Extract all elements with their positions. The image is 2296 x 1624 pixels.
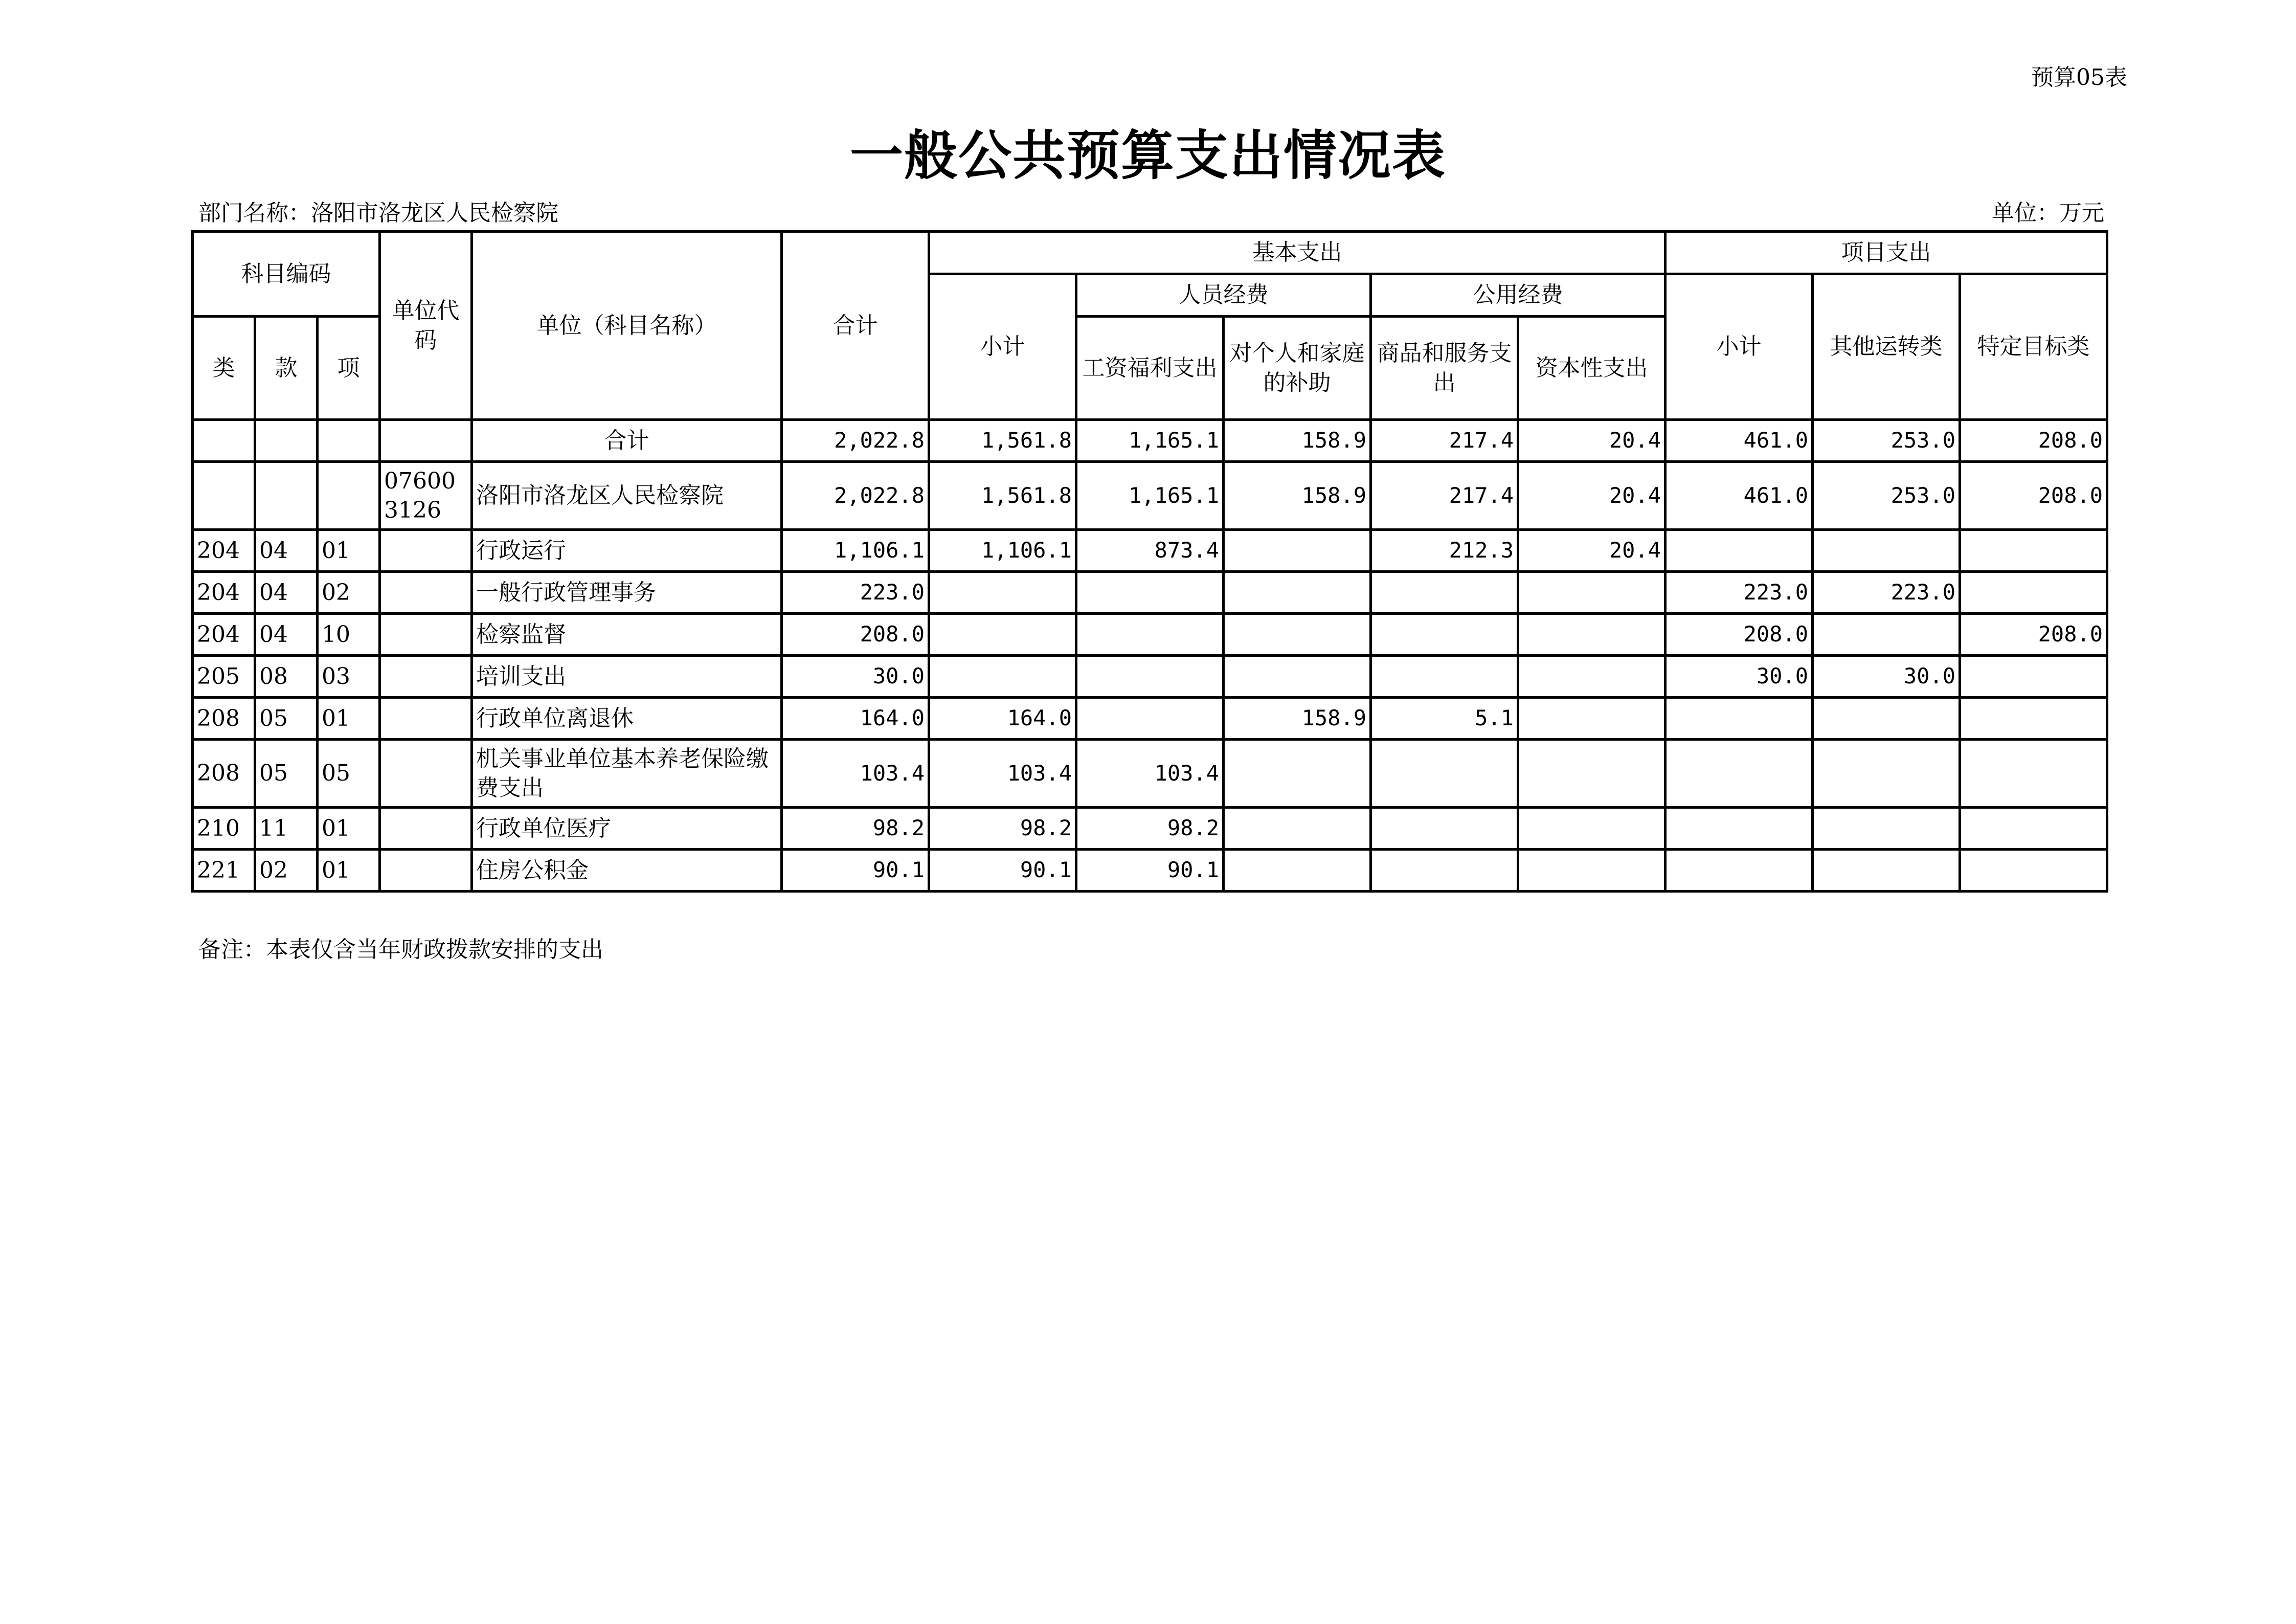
basic-subtotal-cell: 164.0 [929, 698, 1076, 740]
table-row [193, 808, 2107, 850]
total-header: 合计 [782, 232, 929, 420]
project-subtotal-cell: 461.0 [1665, 462, 1813, 530]
table-row [193, 698, 2107, 740]
kuan-cell: 05 [255, 698, 318, 740]
page-title: 一般公共预算支出情况表 [849, 124, 1446, 187]
kuan-cell [255, 462, 318, 530]
table-row [193, 656, 2107, 698]
salary-cell: 90.1 [1076, 850, 1224, 892]
goods-services-cell [1371, 740, 1518, 808]
specific-target-cell: 208.0 [1960, 614, 2107, 656]
budget-table [191, 230, 2108, 893]
basic-subtotal-cell: 90.1 [929, 850, 1076, 892]
xiang-cell: 03 [318, 656, 380, 698]
table-row [193, 462, 2107, 530]
salary-cell: 873.4 [1076, 530, 1224, 572]
public-expense-header: 公用经费 [1371, 274, 1665, 317]
project-subtotal-cell: 223.0 [1665, 572, 1813, 614]
total-cell: 223.0 [782, 572, 929, 614]
xiang-cell [318, 462, 380, 530]
basic-subtotal-cell [929, 572, 1076, 614]
basic-subtotal-cell: 1,106.1 [929, 530, 1076, 572]
table-row [193, 740, 2107, 808]
unit-name-cell: 住房公积金 [472, 850, 782, 892]
specific-target-cell: 208.0 [1960, 420, 2107, 462]
project-subtotal-cell [1665, 530, 1813, 572]
individual-subsidy-cell [1224, 614, 1371, 656]
capital-expense-header: 资本性支出 [1518, 317, 1665, 420]
individual-subsidy-cell: 158.9 [1224, 698, 1371, 740]
table-row [193, 614, 2107, 656]
individual-subsidy-cell: 158.9 [1224, 462, 1371, 530]
capital-expense-cell [1518, 656, 1665, 698]
project-subtotal-cell: 208.0 [1665, 614, 1813, 656]
goods-services-cell [1371, 808, 1518, 850]
unit-code-cell [380, 850, 472, 892]
kuan-cell: 04 [255, 530, 318, 572]
lei-cell: 205 [193, 656, 255, 698]
unit-name-cell: 培训支出 [472, 656, 782, 698]
capital-expense-cell: 20.4 [1518, 462, 1665, 530]
basic-subtotal-cell: 1,561.8 [929, 462, 1076, 530]
lei-cell: 210 [193, 808, 255, 850]
lei-header: 类 [193, 317, 255, 420]
unit-code-cell: 076003126 [380, 462, 472, 530]
department-name: 部门名称：洛阳市洛龙区人民检察院 [198, 200, 558, 226]
table-note: 备注：本表仅含当年财政拨款安排的支出 [198, 937, 603, 963]
kuan-cell: 05 [255, 740, 318, 808]
unit-name-cell: 一般行政管理事务 [472, 572, 782, 614]
lei-cell: 204 [193, 572, 255, 614]
project-subtotal-cell: 30.0 [1665, 656, 1813, 698]
other-transfer-cell: 253.0 [1813, 462, 1960, 530]
specific-target-cell [1960, 850, 2107, 892]
unit-code-cell [380, 808, 472, 850]
capital-expense-cell [1518, 698, 1665, 740]
total-cell: 2,022.8 [782, 420, 929, 462]
salary-cell [1076, 656, 1224, 698]
lei-cell [193, 462, 255, 530]
unit-name-cell: 合计 [472, 420, 782, 462]
goods-services-cell [1371, 614, 1518, 656]
project-subtotal-cell [1665, 740, 1813, 808]
capital-expense-cell: 20.4 [1518, 420, 1665, 462]
xiang-cell: 05 [318, 740, 380, 808]
project-subtotal-cell [1665, 808, 1813, 850]
table-row [193, 420, 2107, 462]
lei-cell: 221 [193, 850, 255, 892]
lei-cell: 208 [193, 740, 255, 808]
xiang-cell: 10 [318, 614, 380, 656]
lei-cell: 208 [193, 698, 255, 740]
capital-expense-cell [1518, 614, 1665, 656]
salary-cell: 103.4 [1076, 740, 1224, 808]
table-row [193, 572, 2107, 614]
goods-services-cell [1371, 656, 1518, 698]
unit-code-cell [380, 656, 472, 698]
unit-name-header: 单位（科目名称） [472, 232, 782, 420]
specific-target-cell [1960, 740, 2107, 808]
unit-code-cell [380, 420, 472, 462]
individual-subsidy-cell [1224, 740, 1371, 808]
individual-subsidy-cell [1224, 808, 1371, 850]
basic-subtotal-cell: 103.4 [929, 740, 1076, 808]
specific-target-header: 特定目标类 [1960, 274, 2107, 420]
project-subtotal-cell [1665, 850, 1813, 892]
unit-code-cell [380, 530, 472, 572]
salary-header: 工资福利支出 [1076, 317, 1224, 420]
other-transfer-cell [1813, 698, 1960, 740]
capital-expense-cell [1518, 808, 1665, 850]
other-transfer-cell [1813, 530, 1960, 572]
individual-subsidy-header: 对个人和家庭的补助 [1224, 317, 1371, 420]
specific-target-cell [1960, 530, 2107, 572]
unit-name-cell: 洛阳市洛龙区人民检察院 [472, 462, 782, 530]
xiang-cell: 01 [318, 530, 380, 572]
form-number: 预算05表 [2031, 64, 2127, 91]
salary-cell: 98.2 [1076, 808, 1224, 850]
unit-code-cell [380, 572, 472, 614]
individual-subsidy-cell [1224, 850, 1371, 892]
project-subtotal-cell: 461.0 [1665, 420, 1813, 462]
capital-expense-cell: 20.4 [1518, 530, 1665, 572]
salary-cell [1076, 698, 1224, 740]
individual-subsidy-cell: 158.9 [1224, 420, 1371, 462]
kuan-cell: 02 [255, 850, 318, 892]
personnel-expense-header: 人员经费 [1076, 274, 1371, 317]
kuan-cell: 04 [255, 614, 318, 656]
total-cell: 208.0 [782, 614, 929, 656]
salary-cell: 1,165.1 [1076, 462, 1224, 530]
unit-name-cell: 机关事业单位基本养老保险缴费支出 [472, 740, 782, 808]
unit-name-cell: 检察监督 [472, 614, 782, 656]
unit-name-cell: 行政单位医疗 [472, 808, 782, 850]
kuan-header: 款 [255, 317, 318, 420]
basic-subtotal-cell [929, 656, 1076, 698]
lei-cell: 204 [193, 530, 255, 572]
kuan-cell [255, 420, 318, 462]
xiang-cell: 02 [318, 572, 380, 614]
individual-subsidy-cell [1224, 656, 1371, 698]
total-cell: 164.0 [782, 698, 929, 740]
unit-code-cell [380, 614, 472, 656]
xiang-cell [318, 420, 380, 462]
total-cell: 90.1 [782, 850, 929, 892]
salary-cell [1076, 614, 1224, 656]
kuan-cell: 11 [255, 808, 318, 850]
lei-cell: 204 [193, 614, 255, 656]
other-transfer-cell [1813, 850, 1960, 892]
specific-target-cell [1960, 656, 2107, 698]
lei-cell [193, 420, 255, 462]
subject-code-header: 科目编码 [193, 232, 380, 317]
basic-subtotal-cell [929, 614, 1076, 656]
other-transfer-cell [1813, 614, 1960, 656]
unit-name-cell: 行政单位离退休 [472, 698, 782, 740]
xiang-header: 项 [318, 317, 380, 420]
total-cell: 30.0 [782, 656, 929, 698]
goods-services-cell [1371, 572, 1518, 614]
goods-services-header: 商品和服务支出 [1371, 317, 1518, 420]
goods-services-cell: 5.1 [1371, 698, 1518, 740]
other-transfer-cell: 253.0 [1813, 420, 1960, 462]
goods-services-cell: 217.4 [1371, 462, 1518, 530]
other-transfer-cell [1813, 808, 1960, 850]
project-expenditure-header: 项目支出 [1665, 232, 2107, 274]
other-transfer-cell: 30.0 [1813, 656, 1960, 698]
table-row [193, 850, 2107, 892]
capital-expense-cell [1518, 740, 1665, 808]
unit-code-header: 单位代码 [380, 232, 472, 420]
basic-subtotal-header: 小计 [929, 274, 1076, 420]
unit-code-cell [380, 698, 472, 740]
salary-cell [1076, 572, 1224, 614]
goods-services-cell [1371, 850, 1518, 892]
xiang-cell: 01 [318, 850, 380, 892]
capital-expense-cell [1518, 850, 1665, 892]
table-row [193, 530, 2107, 572]
other-transfer-cell [1813, 740, 1960, 808]
total-cell: 1,106.1 [782, 530, 929, 572]
specific-target-cell [1960, 698, 2107, 740]
goods-services-cell: 217.4 [1371, 420, 1518, 462]
xiang-cell: 01 [318, 698, 380, 740]
capital-expense-cell [1518, 572, 1665, 614]
kuan-cell: 04 [255, 572, 318, 614]
kuan-cell: 08 [255, 656, 318, 698]
unit-label: 单位：万元 [1992, 200, 2104, 226]
unit-name-cell: 行政运行 [472, 530, 782, 572]
total-cell: 2,022.8 [782, 462, 929, 530]
project-subtotal-cell [1665, 698, 1813, 740]
specific-target-cell [1960, 572, 2107, 614]
basic-subtotal-cell: 98.2 [929, 808, 1076, 850]
total-cell: 98.2 [782, 808, 929, 850]
basic-subtotal-cell: 1,561.8 [929, 420, 1076, 462]
salary-cell: 1,165.1 [1076, 420, 1224, 462]
individual-subsidy-cell [1224, 530, 1371, 572]
individual-subsidy-cell [1224, 572, 1371, 614]
goods-services-cell: 212.3 [1371, 530, 1518, 572]
specific-target-cell: 208.0 [1960, 462, 2107, 530]
xiang-cell: 01 [318, 808, 380, 850]
basic-expenditure-header: 基本支出 [929, 232, 1665, 274]
project-subtotal-header: 小计 [1665, 274, 1813, 420]
other-transfer-header: 其他运转类 [1813, 274, 1960, 420]
specific-target-cell [1960, 808, 2107, 850]
total-cell: 103.4 [782, 740, 929, 808]
unit-code-cell [380, 740, 472, 808]
other-transfer-cell: 223.0 [1813, 572, 1960, 614]
